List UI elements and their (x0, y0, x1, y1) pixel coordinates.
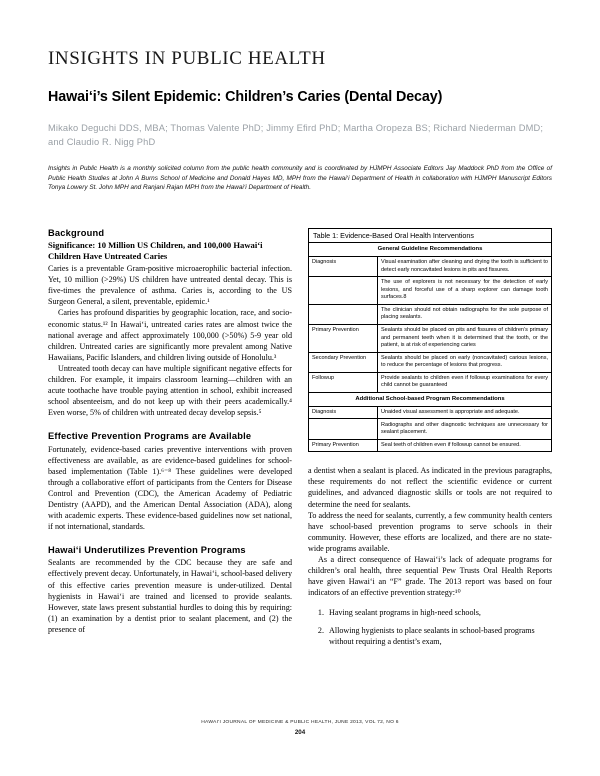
heading-underutilizes: Hawai‘i Underutilizes Prevention Programs (48, 545, 246, 556)
list-item: 1. Having sealant programs in high-need schools, (326, 607, 552, 618)
table-cell-label: Followup (309, 372, 378, 392)
author-byline: Mikako Deguchi DDS, MBA; Thomas Valente PhD; Jimmy Efird PhD; Martha Oropeza BS; Richard Niederman DMD; and Claudio R. Nigg PhD (48, 123, 544, 147)
table-row (309, 419, 551, 439)
table-cell-label (309, 419, 378, 439)
table-row (309, 352, 551, 372)
prevention-indicator-list (308, 607, 552, 646)
table-title: Table 1: Evidence-Based Oral Health Interventions (309, 229, 551, 243)
table-row (309, 406, 551, 419)
table-cell-label: Primary Prevention (309, 324, 378, 352)
table-row (309, 277, 551, 305)
table-cell-text: Provide sealants to children even if followup examinations for every child cannot be guaranteed (378, 372, 552, 392)
table-row (309, 324, 551, 352)
table-body (309, 229, 551, 451)
table-section-header-additional: Additional School-based Program Recommendations (309, 392, 551, 406)
table-cell-text: Radiographs and other diagnostic techniques are unnecessary for sealant placement. (378, 419, 552, 439)
table-row (309, 257, 551, 277)
paragraph: Caries is a preventable Gram-positive microaerophilic bacterial infection. Yet, 10 million (>29%) US children have untreated dental decay. This is five-times the prevalence of asthma. Caries is, according to the US Surgeon General, a silent, preventable, epidemic.¹ (48, 264, 292, 307)
table-cell-text: The clinician should not obtain radiographs for the sole purpose of placing sealants. (378, 304, 552, 324)
paragraph: a dentist when a sealant is placed. As indicated in the previous paragraphs, these requirements do not reflect the scientific evidence or current guidelines, and advanced diagnostic skills or tools are not required to determine the need for sealants. (308, 466, 552, 509)
paragraph: Sealants are recommended by the CDC because they are safe and effectively prevent decay. Unfortunately, in Hawai‘i, school-based delivery of this effective caries prevention measure is under-utilized. Dental hygienists in Hawai‘i are trained and licensed to provide sealants. However, state laws present substantial hurdles to doing this by requiring: (1) an examination by a dentist prior to sealant placement, and (2) the presence of (48, 558, 292, 634)
table-cell-text: Sealants should be placed on pits and fissures of children’s primary and permanent teeth when it is determined that the tooth, or the patient, is at risk of experiencing caries (378, 324, 552, 352)
heading-background: Background (48, 228, 105, 238)
page-title: Hawai‘i’s Silent Epidemic: Children’s Caries (Dental Decay) (48, 89, 443, 105)
table-cell-text: Sealants should be placed on early (noncavitated) carious lesions, to reduce the percentage of lesions that progress. (378, 352, 552, 372)
left-column (48, 228, 292, 635)
subheading-significance: Significance: 10 Million US Children, and 100,000 Hawai‘i Children Have Untreated Caries (48, 240, 263, 262)
table-1-container (308, 228, 552, 452)
table-cell-text: Visual examination after cleaning and drying the tooth is sufficient to detect early noncavitated lesions in pits and fissures. (378, 257, 552, 277)
paragraph: Fortunately, evidence-based caries preventive interventions with proven effectiveness are available, as are evidence-based guidelines for school-based implementation (Table 1).⁶⁻⁸ These guidelines were developed through a collaborative effort of participants from the Centers for Disease Control and Prevention (CDC), the American Academy of Pediatric Dentistry (AAPD), and the American Dental Association (ADA), along with academic experts. These evidence-based guidelines now set national, if not international, standards. (48, 444, 292, 532)
paragraph: Caries has profound disparities by geographic location, race, and socio-economic status.¹² In Hawai‘i, untreated caries rates are almost twice the national average and affect approximately 100,000 (>50%) 5-9 year old children. Untreated caries are significantly more prevalent among Native Hawaiians, Pacific Islanders, and children living outside of Honolulu.³ (48, 308, 292, 362)
table-cell-text: The use of explorers is not necessary for the detection of early lesions, and forceful use of a sharp explorer can damage tooth surfaces.8 (378, 277, 552, 305)
heading-effective-prevention: Effective Prevention Programs are Available (48, 431, 252, 442)
right-column (308, 228, 552, 653)
evidence-table (309, 229, 551, 451)
table-cell-label: Primary Prevention (309, 439, 378, 451)
paragraph: Untreated tooth decay can have multiple significant negative effects for children. For example, it impairs classroom learning—children with an acute toothache have trouble paying attention in school, exhibit increased school absenteeism, and do not keep up with their peers academically.⁴ Even worse, 5% of children with untreated decay develop sepsis.⁵ (48, 363, 292, 418)
table-cell-label (309, 277, 378, 305)
paragraph: As a direct consequence of Hawai‘i’s lack of adequate programs for children’s oral health, three sequential Pew Trusts Oral Health Reports have given Hawai‘i an “F” grade. The 2013 report was based on four indicators of an effective prevention strategy:¹⁰ (308, 555, 552, 598)
footer-journal-line: HAWAI‘I JOURNAL OF MEDICINE & PUBLIC HEALTH, JUNE 2013, VOL 72, NO 6 (201, 720, 399, 725)
table-row (309, 439, 551, 451)
footer-page-number: 204 (294, 729, 306, 736)
table-cell-text: Unaided visual assessment is appropriate and adequate. (378, 406, 552, 419)
page-footer (0, 720, 600, 736)
series-title: INSIGHTS IN PUBLIC HEALTH (48, 48, 326, 69)
masthead (48, 48, 552, 193)
table-row (309, 392, 551, 406)
table-cell-label: Diagnosis (309, 406, 378, 419)
table-section-header-general: General Guideline Recommendations (309, 243, 551, 257)
paragraph: To address the need for sealants, currently, a few community health centers have school-based prevention programs to serve schools in their community. However, these efforts are localized, and there are no state-wide programs available. (308, 510, 552, 553)
table-row (309, 304, 551, 324)
spacer (48, 418, 292, 431)
table-row (309, 372, 551, 392)
editor-note: Insights in Public Health is a monthly solicited column from the public health community and is coordinated by HJMPH Associate Editors Jay Maddock PhD from the Office of Public Health Studies at John A Burns School of Medicine and Donald Hayes MD, MPH from the Hawai‘i Department of Health in collaboration with HJMPH Manuscript Editors Tonya Lowery St. John MPH and Ranjani Rajan MPH from the Hawai‘i Department of Health. (48, 165, 552, 192)
table-row (309, 229, 551, 243)
spacer (48, 532, 292, 545)
table-cell-label: Secondary Prevention (309, 352, 378, 372)
table-row (309, 243, 551, 257)
table-cell-text: Seal teeth of children even if followup cannot be ensured. (378, 439, 552, 451)
table-cell-label (309, 304, 378, 324)
list-item: 2. Allowing hygienists to place sealants in school-based programs without requiring a dentist’s exam, (326, 625, 552, 647)
table-cell-label: Diagnosis (309, 257, 378, 277)
